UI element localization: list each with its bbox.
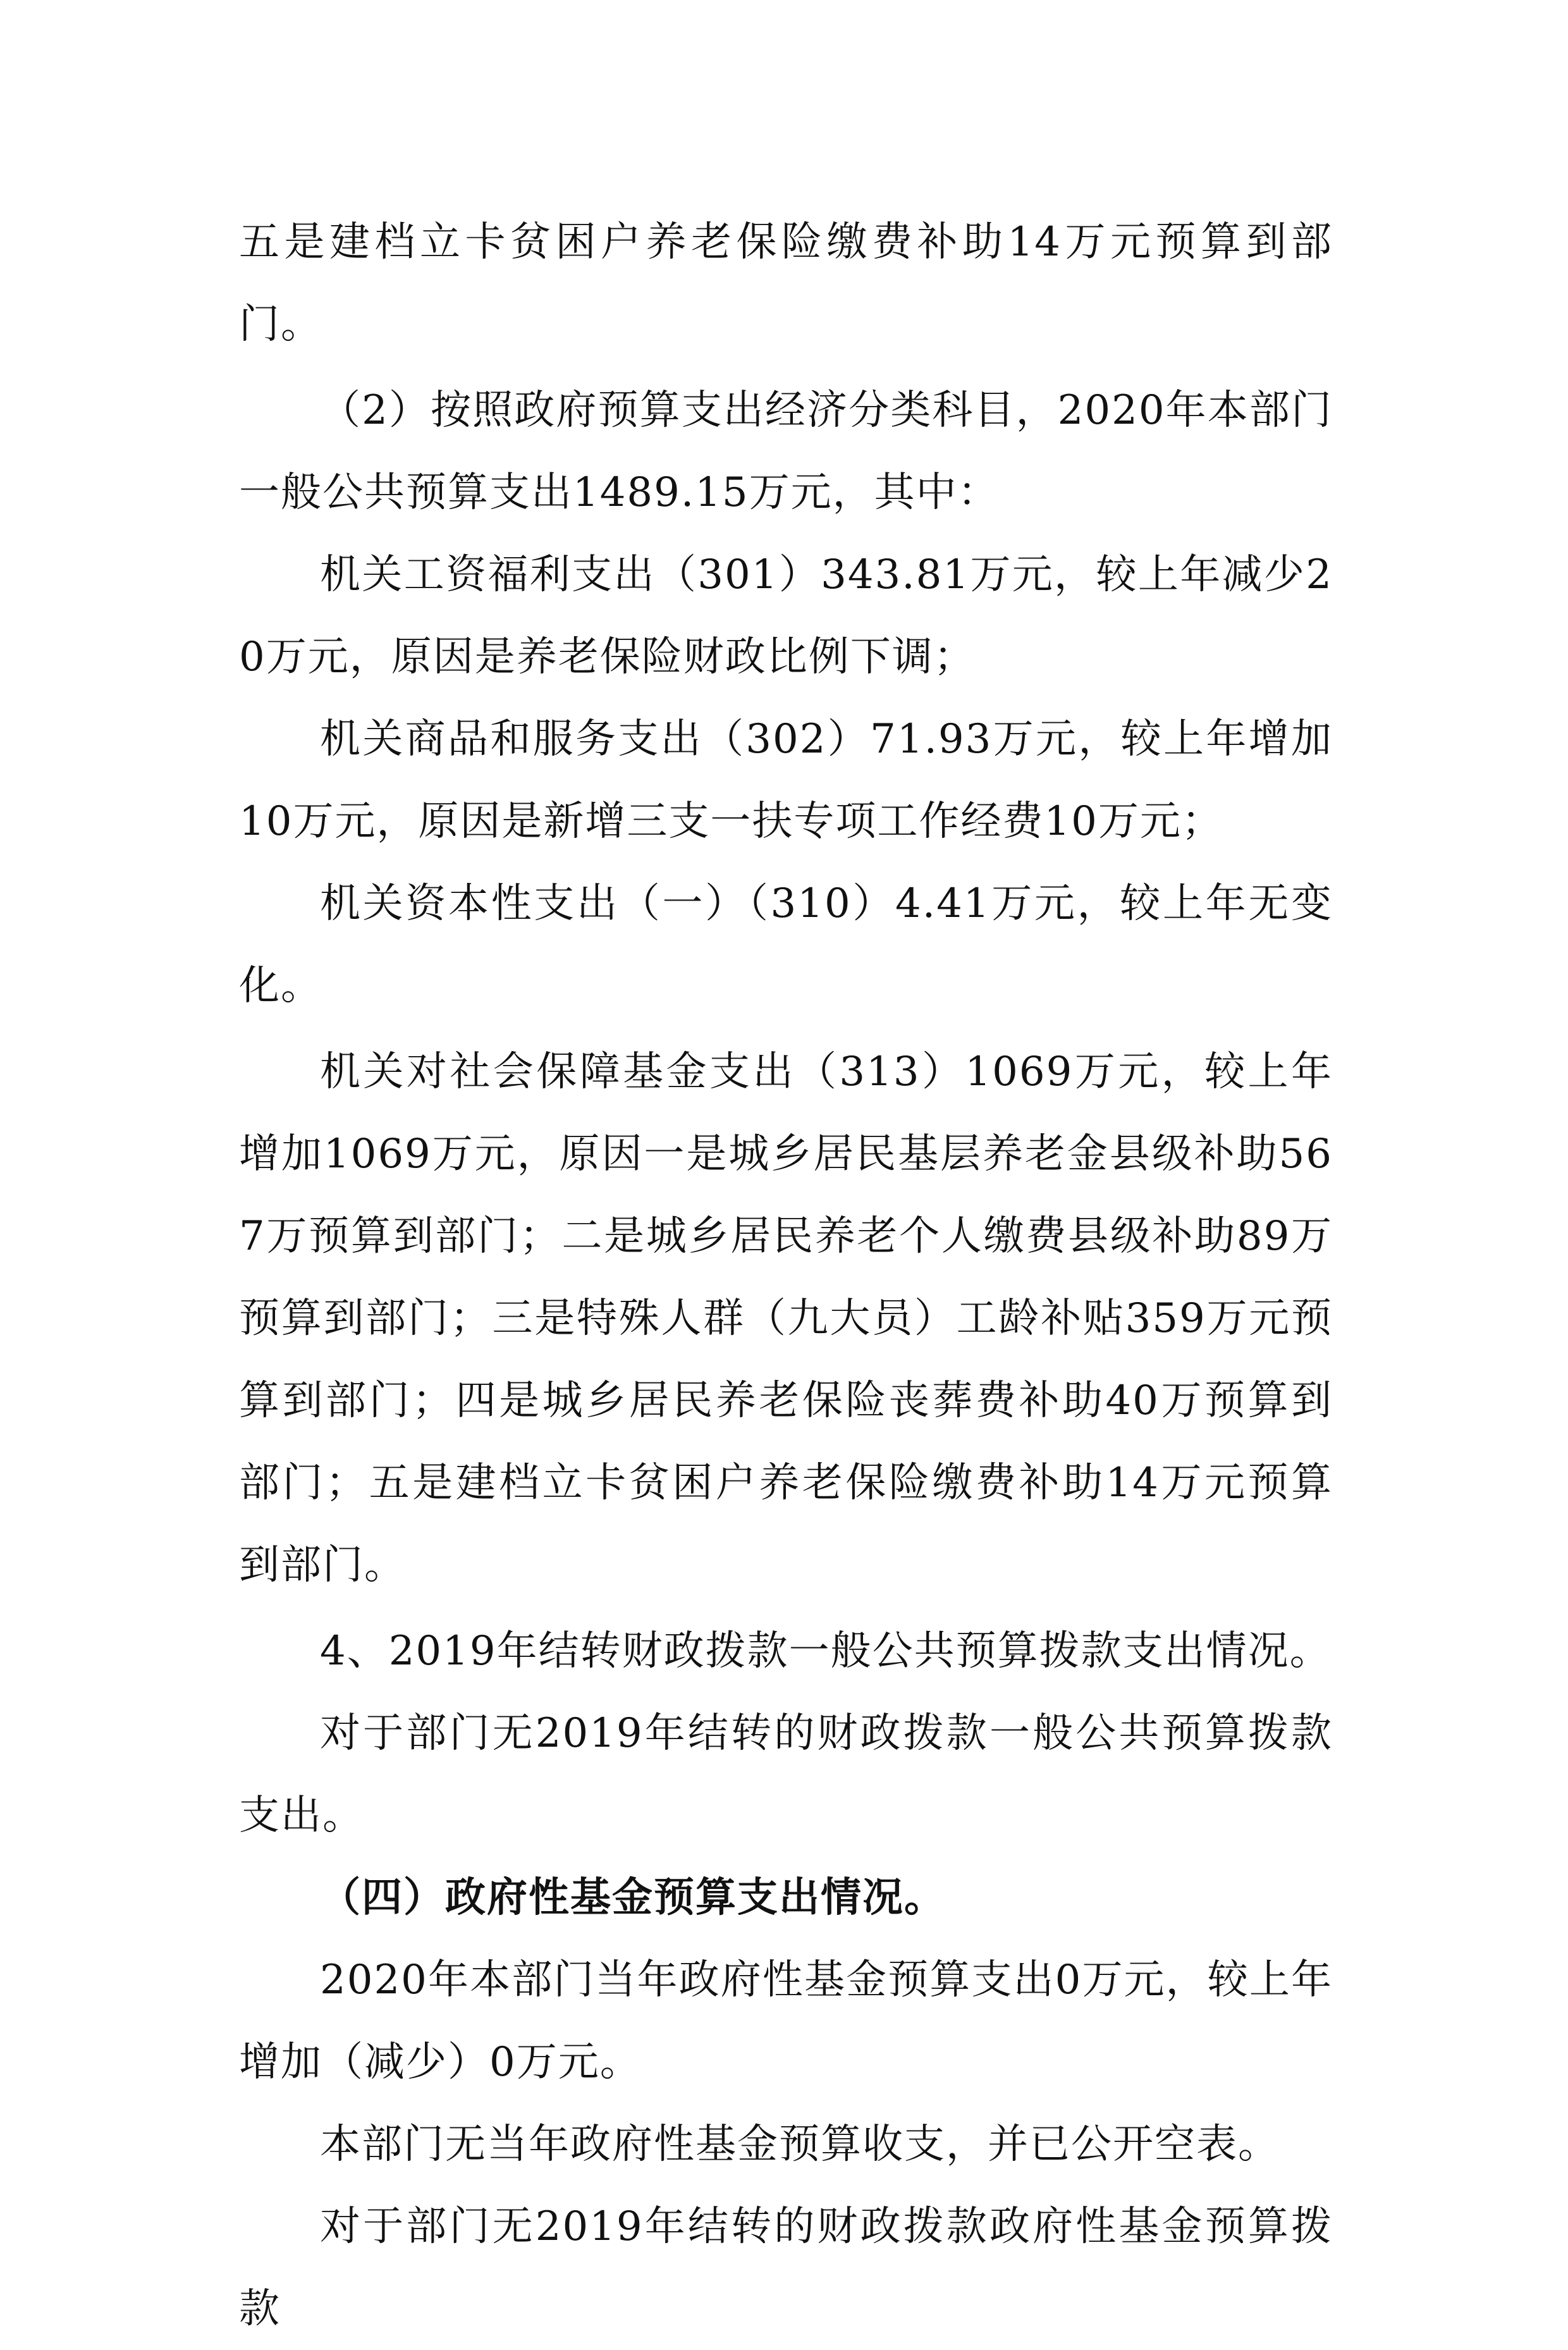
- document-body: [239, 201, 1333, 2350]
- paragraph-capital-expenditure: 机关资本性支出（一）（310）4.41万元，较上年无变化。: [239, 880, 1333, 1009]
- paragraph-2019-carryover-heading: 4、2019年结转财政拨款一般公共预算拨款支出情况。: [320, 1628, 1332, 1675]
- section-heading-government-fund: （四）政府性基金预算支出情况。: [320, 1874, 946, 1921]
- paragraph-wage-welfare: 机关工资福利支出（301）343.81万元，较上年减少20万元，原因是养老保险财政比例下调；: [239, 551, 1333, 680]
- paragraph-government-fund-empty-table: 本部门无当年政府性基金预算收支，并已公开空表。: [320, 2121, 1280, 2168]
- paragraph-government-fund-expenditure: 2020年本部门当年政府性基金预算支出0万元，较上年增加（减少）0万元。: [239, 1957, 1333, 2086]
- paragraph-2019-carryover-none: 对于部门无2019年结转的财政拨款一般公共预算拨款支出。: [239, 1710, 1333, 1839]
- paragraph-economic-classification: （2）按照政府预算支出经济分类科目，2020年本部门一般公共预算支出1489.15万元，其中：: [239, 387, 1333, 516]
- paragraph-social-security-fund: 机关对社会保障基金支出（313）1069万元，较上年增加1069万元，原因一是城乡居民基层养老金县级补助567万预算到部门；二是城乡居民养老个人缴费县级补助89万预算到部门；三是特殊人群（九大员）工龄补贴359万元预算到部门；四是城乡居民养老保险丧葬费补助40万预算到部门；五是建档立卡贫困户养老保险缴费补助14万元预算到部门。: [239, 1049, 1333, 1589]
- paragraph-government-fund-carryover: 对于部门无2019年结转的财政拨款政府性基金预算拨款: [239, 2203, 1333, 2332]
- paragraph-fifth-item-continued: 五是建档立卡贫困户养老保险缴费补助14万元预算到部门。: [239, 219, 1333, 348]
- paragraph-goods-services: 机关商品和服务支出（302）71.93万元，较上年增加10万元，原因是新增三支一扶专项工作经费10万元；: [239, 716, 1333, 845]
